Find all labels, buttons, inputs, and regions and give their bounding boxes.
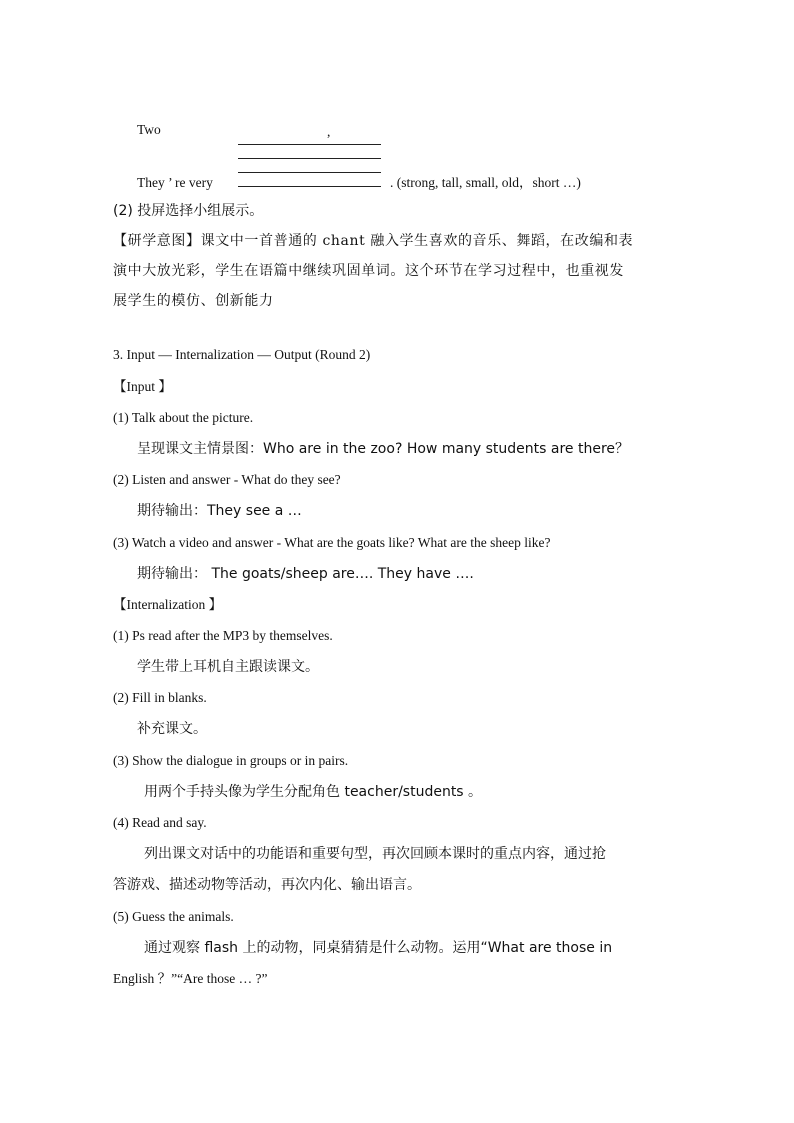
chant-line2-start: They ’ re very bbox=[137, 175, 213, 190]
internalization-item-2: (2) Fill in blanks. bbox=[113, 690, 207, 705]
internalization-item-3-note: 用两个手持头像为学生分配角色 teacher/students 。 bbox=[144, 784, 483, 800]
input-heading: 【Input 】 bbox=[113, 379, 172, 394]
step-2-text: (2) 投屏选择小组展示。 bbox=[113, 203, 264, 219]
input-item-3: (3) Watch a video and answer - What are the goats like? What are the sheep like? bbox=[113, 535, 551, 550]
chant-line1-comma: , bbox=[327, 124, 331, 139]
input-item-2: (2) Listen and answer - What do they see? bbox=[113, 472, 341, 487]
internalization-item-2-note: 补充课文。 bbox=[137, 721, 207, 737]
input-item-3-note: 期待输出： The goats/sheep are…. They have …. bbox=[137, 566, 474, 582]
input-item-2-note: 期待输出：They see a … bbox=[137, 503, 302, 519]
blank-line-3 bbox=[238, 172, 381, 173]
internalization-item-4-note-line2: 答游戏、描述动物等活动，再次内化、输出语言。 bbox=[113, 877, 421, 893]
blank-line-2 bbox=[238, 158, 381, 159]
internalization-item-1-note: 学生带上耳机自主跟读课文。 bbox=[137, 659, 319, 675]
internalization-item-4-note-line1: 列出课文对话中的功能语和重要句型，再次回顾本课时的重点内容，通过抢 bbox=[144, 846, 606, 862]
internalization-item-1: (1) Ps read after the MP3 by themselves. bbox=[113, 628, 333, 643]
internalization-item-4: (4) Read and say. bbox=[113, 815, 207, 830]
chant-line1-start: Two bbox=[137, 122, 161, 137]
section-3-title: 3. Input — Internalization — Output (Round 2) bbox=[113, 347, 371, 362]
input-item-1: (1) Talk about the picture. bbox=[113, 410, 254, 425]
research-intent-line1: 【研学意图】课文中一首普通的 chant 融入学生喜欢的音乐、舞蹈，在改编和表 bbox=[113, 233, 634, 249]
internalization-item-5: (5) Guess the animals. bbox=[113, 909, 234, 924]
research-intent-line2: 演中大放光彩，学生在语篇中继续巩固单词。这个环节在学习过程中，也重视发 bbox=[113, 263, 624, 279]
internalization-item-3: (3) Show the dialogue in groups or in pairs. bbox=[113, 753, 349, 768]
input-item-1-note: 呈现课文主情景图：Who are in the zoo? How many students are there？ bbox=[137, 441, 630, 457]
internalization-item-5-note-line2: English ？”“Are those … ?” bbox=[113, 971, 268, 986]
internalization-item-5-note-line1: 通过观察 flash 上的动物，同桌猜猜是什么动物。运用“What are those in bbox=[144, 940, 613, 956]
research-intent-line3: 展学生的模仿、创新能力 bbox=[113, 293, 274, 309]
internalization-heading: 【Internalization 】 bbox=[113, 597, 223, 612]
blank-line-1 bbox=[238, 144, 381, 145]
chant-line2-end: . (strong, tall, small, old，short …) bbox=[390, 175, 581, 190]
blank-line-4 bbox=[238, 186, 381, 187]
